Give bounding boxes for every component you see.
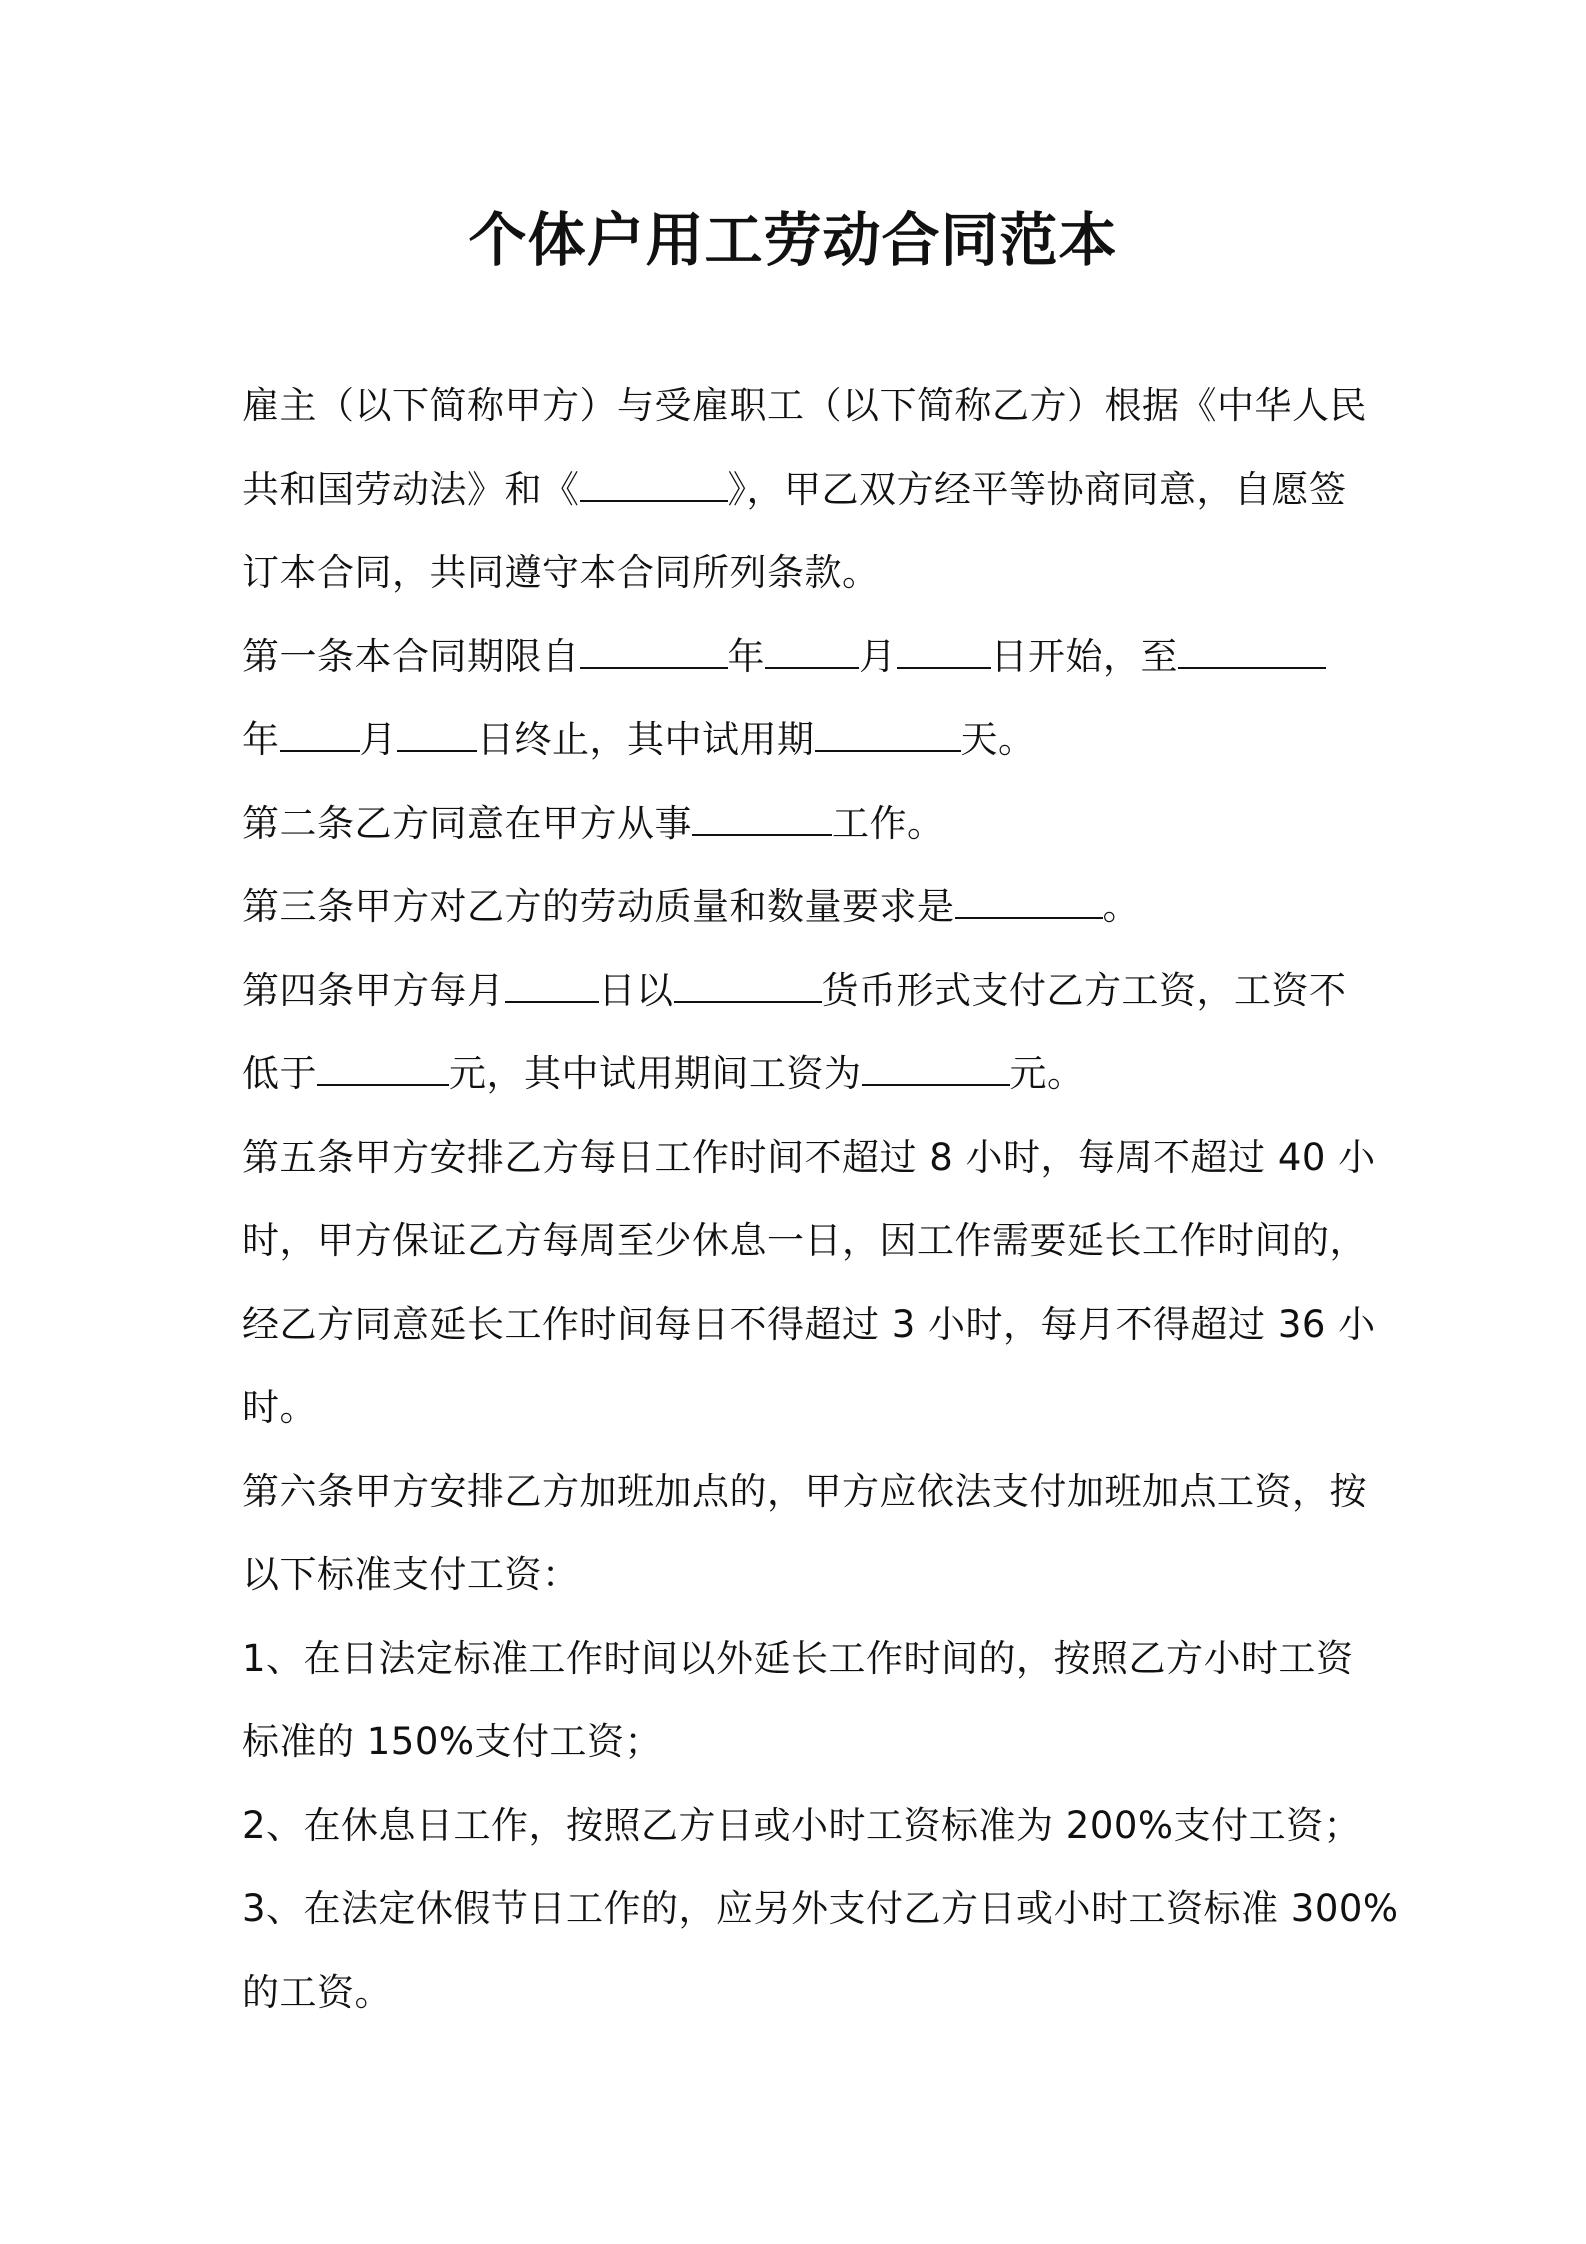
fill-blank-start-year[interactable]	[580, 631, 728, 669]
text-segment: 第二条乙方同意在甲方从事	[242, 801, 692, 845]
fill-blank-end-year[interactable]	[1178, 631, 1326, 669]
clause-5-line	[242, 1199, 1402, 1283]
text-segment: 日开始，至	[990, 634, 1178, 678]
paragraph-line	[242, 364, 1402, 448]
list-item-line	[242, 1784, 1402, 1868]
text-segment: 工作。	[832, 801, 945, 845]
text-segment: 月	[359, 718, 397, 761]
text-segment: 元。	[1009, 1052, 1085, 1095]
text-segment: 2、在休息日工作，按照乙方日或小时工资标准为 200%支付工资；	[242, 1803, 1362, 1847]
clause-3-line	[242, 865, 1402, 949]
text-segment: 3、在法定休假节日工作的，应另外支付乙方日或小时工资标准 300%	[242, 1887, 1399, 1930]
fill-blank-start-month[interactable]	[765, 631, 859, 669]
text-segment: 年	[242, 718, 280, 761]
list-item-line	[242, 1700, 1402, 1784]
clause-4-line	[242, 1032, 1402, 1116]
fill-blank-law-name[interactable]	[580, 464, 728, 502]
list-item-line	[242, 1617, 1402, 1701]
clause-5-line	[242, 1283, 1402, 1367]
text-segment: 日终止，其中试用期	[477, 718, 815, 761]
list-item-line	[242, 1951, 1402, 2035]
fill-blank-min-wage[interactable]	[317, 1048, 449, 1086]
clause-4-line	[242, 949, 1402, 1033]
fill-blank-pay-day[interactable]	[505, 965, 599, 1003]
document-title: 个体户用工劳动合同范本	[468, 206, 1118, 274]
text-segment: 。	[1102, 885, 1140, 928]
clause-6-line	[242, 1533, 1402, 1617]
clause-6-line	[242, 1450, 1402, 1534]
clause-1-line	[242, 698, 1402, 782]
text-segment: 元，其中试用期间工资为	[449, 1052, 862, 1095]
text-segment: 日以	[598, 968, 674, 1012]
text-segment: 时。	[242, 1386, 317, 1429]
fill-blank-probation-wage[interactable]	[862, 1048, 1010, 1086]
clause-5-line	[242, 1366, 1402, 1450]
text-segment: 年	[727, 634, 765, 678]
paragraph-line	[242, 531, 1402, 615]
text-segment: 标准的 150%支付工资；	[242, 1720, 663, 1763]
text-segment: 订本合同，共同遵守本合同所列条款。	[242, 551, 880, 594]
fill-blank-job[interactable]	[692, 798, 832, 836]
text-segment: 第一条本合同期限自	[242, 634, 580, 678]
text-segment: 时，甲方保证乙方每周至少休息一日，因工作需要延长工作时间的，	[242, 1219, 1367, 1262]
text-segment: 经乙方同意延长工作时间每日不得超过 3 小时，每月不得超过 36 小	[242, 1302, 1376, 1346]
text-segment: 以下标准支付工资：	[242, 1553, 580, 1596]
contract-body	[242, 364, 1402, 2034]
text-segment: 月	[859, 634, 897, 678]
text-segment: 1、在日法定标准工作时间以外延长工作时间的，按照乙方小时工资	[242, 1636, 1354, 1680]
fill-blank-start-day[interactable]	[897, 631, 991, 669]
text-segment: 》，甲乙双方经平等协商同意，自愿签	[727, 467, 1347, 511]
text-segment: 的工资。	[242, 1970, 392, 2014]
text-segment: 第四条甲方每月	[242, 968, 505, 1012]
fill-blank-end-month[interactable]	[280, 714, 360, 752]
clause-5-line	[242, 1116, 1402, 1200]
text-segment: 货币形式支付乙方工资，工资不	[821, 968, 1347, 1012]
clause-2-line	[242, 782, 1402, 866]
paragraph-line	[242, 448, 1402, 532]
text-segment: 低于	[242, 1052, 317, 1095]
text-segment: 共和国劳动法》和《	[242, 467, 580, 511]
text-segment: 第五条甲方安排乙方每日工作时间不超过 8 小时，每周不超过 40 小	[242, 1135, 1376, 1179]
list-item-line	[242, 1867, 1402, 1951]
clause-1-line	[242, 615, 1402, 699]
text-segment: 雇主（以下简称甲方）与受雇职工（以下简称乙方）根据《中华人民	[242, 384, 1367, 427]
text-segment: 天。	[960, 718, 1036, 761]
text-segment: 第六条甲方安排乙方加班加点的，甲方应依法支付加班加点工资，按	[242, 1469, 1367, 1513]
fill-blank-probation-days[interactable]	[815, 714, 961, 752]
text-segment: 第三条甲方对乙方的劳动质量和数量要求是	[242, 885, 955, 928]
fill-blank-requirements[interactable]	[955, 881, 1103, 919]
fill-blank-end-day[interactable]	[397, 714, 477, 752]
fill-blank-currency[interactable]	[674, 965, 822, 1003]
